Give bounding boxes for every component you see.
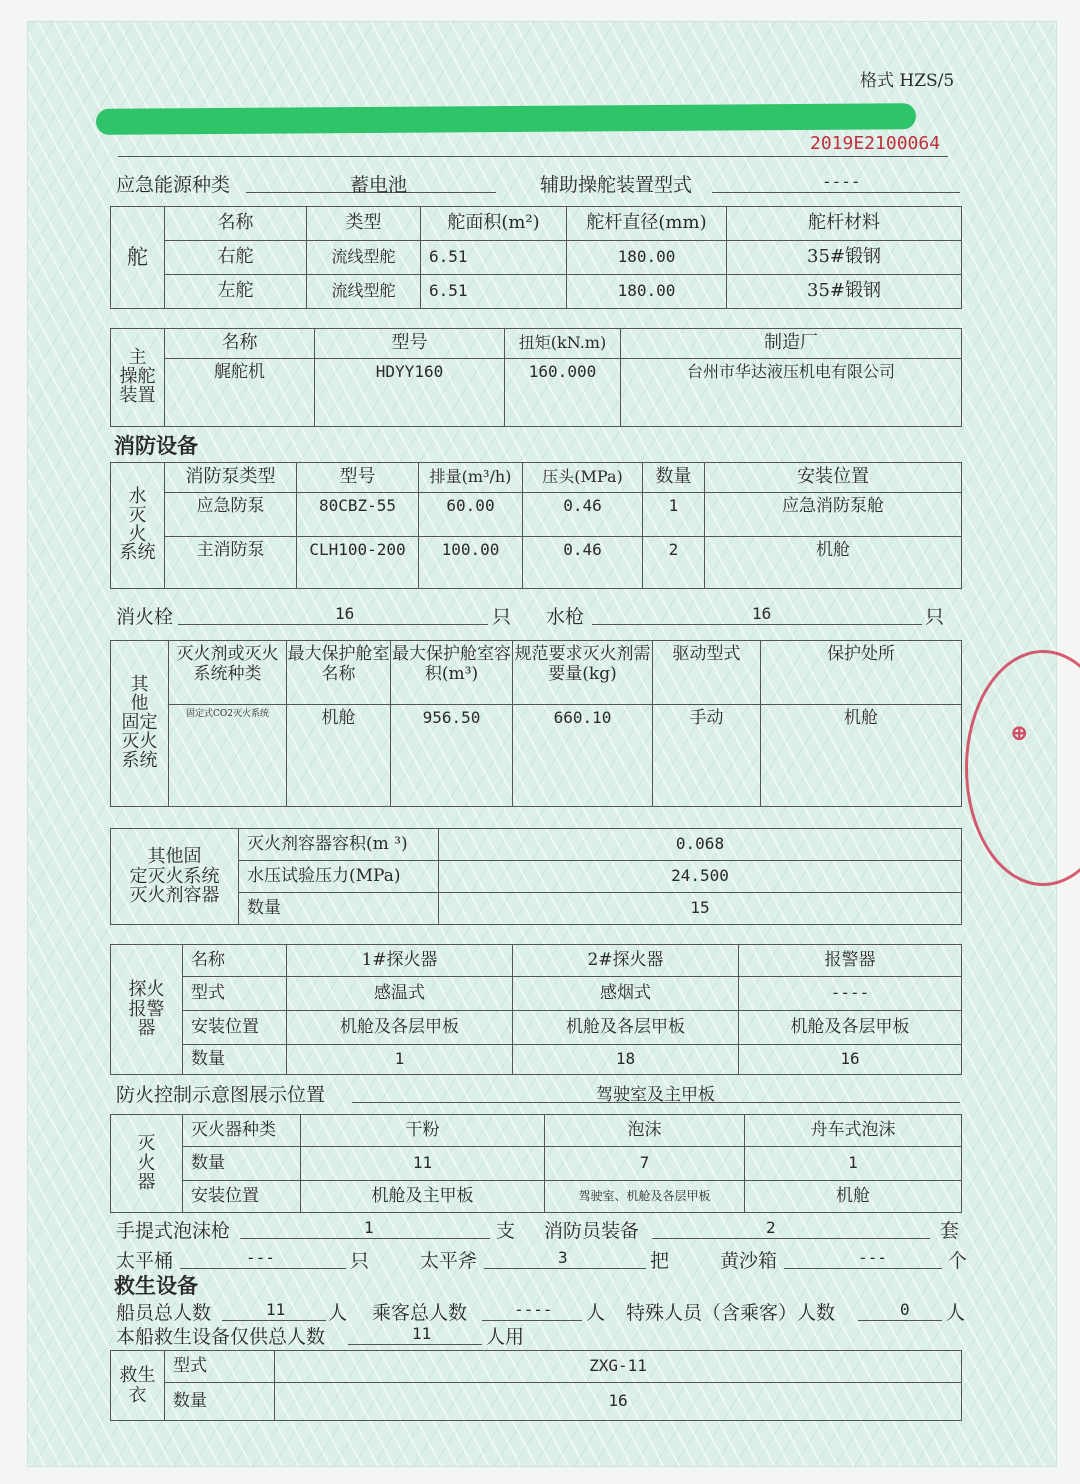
- hydrant-unit: 只: [492, 606, 512, 628]
- fixed-system-header: 驱动型式: [653, 641, 761, 705]
- rudder-cell: 流线型舵: [307, 275, 421, 309]
- extinguisher-table: [110, 1114, 962, 1213]
- container-cell: 灭火剂容器容积(m ³): [239, 829, 439, 861]
- container-cell: 24.500: [439, 861, 962, 893]
- axe-underline: [484, 1268, 646, 1269]
- axe-value: 3: [558, 1248, 568, 1267]
- water-fire-cell: 100.00: [419, 537, 523, 589]
- steering-side-label: 主 操舵 装置: [111, 329, 165, 427]
- sand-box-underline: [784, 1268, 942, 1269]
- rudder-cell: 左舵: [165, 275, 307, 309]
- extinguisher-side-label: 灭 火 器: [111, 1115, 183, 1213]
- extinguisher-cell: 1: [745, 1147, 962, 1181]
- water-fire-cell: 机舱: [705, 537, 962, 589]
- lifesaving-section-title: 救生设备: [114, 1274, 198, 1298]
- extinguisher-cell: 泡沫: [545, 1115, 745, 1147]
- fixed-system-cell: 机舱: [761, 705, 962, 807]
- crew-underline: [222, 1320, 326, 1321]
- fire-plan-label: 防火控制示意图展示位置: [116, 1084, 326, 1106]
- fixed-system-table: [110, 640, 962, 807]
- water-fire-header: 安装位置: [705, 463, 962, 493]
- passenger-unit: 人: [586, 1302, 606, 1324]
- rudder-cell: 35#锻钢: [727, 241, 962, 275]
- sand-box-value: ---: [858, 1248, 887, 1267]
- lifejacket-cell: ZXG-11: [275, 1351, 962, 1383]
- container-side-label: 其他固 定灭火系统 灭火剂容器: [111, 829, 239, 925]
- rudder-header: 名称: [165, 207, 307, 241]
- rudder-cell: 6.51: [421, 275, 567, 309]
- sand-box-unit: 个: [948, 1250, 968, 1272]
- crew-unit: 人: [328, 1302, 348, 1324]
- detector-cell: 2#探火器: [513, 945, 739, 977]
- foam-gun-label: 手提式泡沫枪: [116, 1220, 231, 1242]
- header-underline: [118, 156, 948, 157]
- registration-number: 2019E2100064: [810, 133, 941, 154]
- emergency-power-value: 蓄电池: [350, 174, 408, 196]
- detector-cell: 1: [287, 1045, 513, 1075]
- bucket-underline: [180, 1268, 346, 1269]
- bucket-value: ---: [246, 1248, 275, 1267]
- detector-cell: 数量: [183, 1045, 287, 1075]
- lifejacket-cell: 型式: [165, 1351, 275, 1383]
- aux-steering-underline: [712, 192, 960, 193]
- water-fire-cell: 0.46: [523, 493, 643, 537]
- water-gun-value: 16: [752, 604, 772, 623]
- extinguisher-cell: 安装位置: [183, 1181, 301, 1213]
- fireman-value: 2: [766, 1218, 776, 1237]
- lifesaving-capacity-underline: [348, 1344, 482, 1345]
- fireman-unit: 套: [940, 1220, 960, 1242]
- fireman-underline: [652, 1238, 930, 1239]
- water-gun-unit: 只: [925, 606, 945, 628]
- detector-cell: 机舱及各层甲板: [287, 1011, 513, 1045]
- passenger-value: ----: [514, 1300, 553, 1319]
- axe-label: 太平斧: [420, 1250, 478, 1272]
- emergency-power-label: 应急能源种类: [116, 174, 231, 196]
- water-fire-table: [110, 462, 962, 589]
- rudder-cell: 流线型舵: [307, 241, 421, 275]
- extinguisher-cell: 干粉: [301, 1115, 545, 1147]
- water-fire-side-label: 水 灭 火 系统: [111, 463, 165, 589]
- detector-cell: 感烟式: [513, 977, 739, 1011]
- detector-cell: 机舱及各层甲板: [739, 1011, 962, 1045]
- lifejacket-table: [110, 1350, 962, 1421]
- extinguisher-cell: 驾驶室、机舱及各层甲板: [545, 1181, 745, 1213]
- water-fire-header: 压头(MPa): [523, 463, 643, 493]
- rudder-header: 类型: [307, 207, 421, 241]
- extinguisher-cell: 7: [545, 1147, 745, 1181]
- hydrant-value: 16: [335, 604, 355, 623]
- bucket-unit: 只: [350, 1250, 370, 1272]
- foam-gun-value: 1: [364, 1218, 374, 1237]
- extinguisher-cell: 数量: [183, 1147, 301, 1181]
- detector-table: [110, 944, 962, 1075]
- extinguisher-cell: 11: [301, 1147, 545, 1181]
- detector-side-label: 探火 报警 器: [111, 945, 183, 1075]
- crew-label: 船员总人数: [116, 1302, 212, 1324]
- steering-header: 型号: [315, 329, 505, 359]
- extinguisher-cell: 灭火器种类: [183, 1115, 301, 1147]
- rudder-cell: 右舵: [165, 241, 307, 275]
- rudder-side-label: 舵: [111, 207, 165, 309]
- fixed-system-header: 最大保护舱室容积(m³): [391, 641, 513, 705]
- rudder-cell: 6.51: [421, 241, 567, 275]
- water-fire-header: 消防泵类型: [165, 463, 297, 493]
- rudder-cell: 180.00: [567, 241, 727, 275]
- water-fire-cell: 0.46: [523, 537, 643, 589]
- fixed-system-header: 保护处所: [761, 641, 962, 705]
- water-fire-cell: 主消防泵: [165, 537, 297, 589]
- detector-cell: 型式: [183, 977, 287, 1011]
- steering-header: 扭矩(kN.m): [505, 329, 621, 359]
- container-table: [110, 828, 962, 925]
- water-fire-cell: 80CBZ-55: [297, 493, 419, 537]
- seal-mark: ⊕: [1010, 720, 1029, 746]
- rudder-cell: 35#锻钢: [727, 275, 962, 309]
- water-fire-header: 排量(m³/h): [419, 463, 523, 493]
- steering-header: 制造厂: [621, 329, 962, 359]
- hydrant-label: 消火栓: [116, 606, 174, 628]
- special-persons-label: 特殊人员（含乘客）人数: [626, 1302, 836, 1324]
- steering-cell: 160.000: [505, 359, 621, 427]
- fixed-system-header: 灭火剂或灭火系统种类: [169, 641, 287, 705]
- extinguisher-cell: 机舱及主甲板: [301, 1181, 545, 1213]
- water-fire-header: 数量: [643, 463, 705, 493]
- aux-steering-label: 辅助操舵装置型式: [540, 174, 693, 196]
- rudder-header: 舵杆直径(mm): [567, 207, 727, 241]
- detector-cell: 报警器: [739, 945, 962, 977]
- hydrant-underline: [178, 624, 488, 625]
- detector-cell: 名称: [183, 945, 287, 977]
- passenger-label: 乘客总人数: [372, 1302, 468, 1324]
- fixed-system-header: 最大保护舱室名称: [287, 641, 391, 705]
- fixed-system-cell: 956.50: [391, 705, 513, 807]
- steering-header: 名称: [165, 329, 315, 359]
- fixed-system-cell: 固定式CO2灭火系统: [169, 705, 287, 807]
- lifesaving-capacity-label: 本船救生设备仅供总人数: [116, 1326, 326, 1348]
- lifesaving-capacity-value: 11: [412, 1324, 432, 1343]
- fire-section-title: 消防设备: [114, 434, 198, 458]
- crew-value: 11: [266, 1300, 286, 1319]
- fire-plan-value: 驾驶室及主甲板: [596, 1085, 715, 1105]
- special-persons-value: 0: [900, 1300, 910, 1319]
- foam-gun-unit: 支: [496, 1220, 516, 1242]
- lifejacket-cell: 16: [275, 1383, 962, 1421]
- water-fire-cell: CLH100-200: [297, 537, 419, 589]
- water-fire-cell: 2: [643, 537, 705, 589]
- steering-cell: HDYY160: [315, 359, 505, 427]
- detector-cell: 18: [513, 1045, 739, 1075]
- extinguisher-cell: 舟车式泡沫: [745, 1115, 962, 1147]
- foam-gun-underline: [240, 1238, 490, 1239]
- fixed-system-cell: 660.10: [513, 705, 653, 807]
- steering-cell: 台州市华达液压机电有限公司: [621, 359, 962, 427]
- special-persons-underline: [858, 1320, 942, 1321]
- water-fire-header: 型号: [297, 463, 419, 493]
- container-cell: 数量: [239, 893, 439, 925]
- rudder-table: [110, 206, 962, 309]
- form-code: 格式 HZS/5: [860, 71, 955, 91]
- steering-gear-table: [110, 328, 962, 427]
- detector-cell: ----: [739, 977, 962, 1011]
- rudder-header: 舵杆材料: [727, 207, 962, 241]
- extinguisher-cell: 机舱: [745, 1181, 962, 1213]
- sand-box-label: 黄沙箱: [720, 1250, 778, 1272]
- container-cell: 0.068: [439, 829, 962, 861]
- container-cell: 水压试验压力(MPa): [239, 861, 439, 893]
- water-fire-cell: 60.00: [419, 493, 523, 537]
- detector-cell: 1#探火器: [287, 945, 513, 977]
- detector-cell: 感温式: [287, 977, 513, 1011]
- steering-cell: 艉舵机: [165, 359, 315, 427]
- lifejacket-cell: 数量: [165, 1383, 275, 1421]
- water-gun-label: 水枪: [546, 606, 585, 628]
- passenger-underline: [482, 1320, 582, 1321]
- bucket-label: 太平桶: [116, 1250, 174, 1272]
- fixed-system-header: 规范要求灭火剂需要量(kg): [513, 641, 653, 705]
- detector-cell: 16: [739, 1045, 962, 1075]
- special-persons-unit: 人: [946, 1302, 966, 1324]
- aux-steering-value: ----: [822, 172, 861, 191]
- detector-cell: 安装位置: [183, 1011, 287, 1045]
- fixed-system-side-label: 其 他 固定 灭火 系统: [111, 641, 169, 807]
- rudder-header: 舵面积(m²): [421, 207, 567, 241]
- water-fire-cell: 1: [643, 493, 705, 537]
- axe-unit: 把: [650, 1250, 670, 1272]
- lifejacket-side-label: 救生 衣: [111, 1351, 165, 1421]
- lifesaving-capacity-unit: 人用: [486, 1326, 525, 1348]
- fixed-system-cell: 手动: [653, 705, 761, 807]
- water-fire-cell: 应急防泵: [165, 493, 297, 537]
- rudder-cell: 180.00: [567, 275, 727, 309]
- water-fire-cell: 应急消防泵舱: [705, 493, 962, 537]
- fixed-system-cell: 机舱: [287, 705, 391, 807]
- container-cell: 15: [439, 893, 962, 925]
- detector-cell: 机舱及各层甲板: [513, 1011, 739, 1045]
- fireman-label: 消防员装备: [544, 1220, 640, 1242]
- water-gun-underline: [592, 624, 922, 625]
